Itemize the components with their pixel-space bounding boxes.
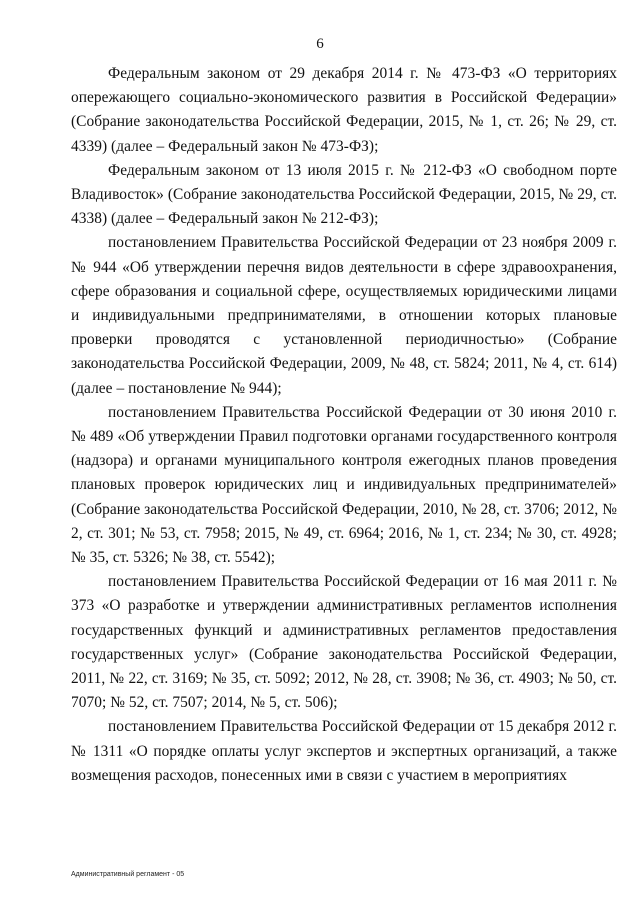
- page-number: 6: [316, 36, 324, 52]
- paragraph-resolution-1311: постановлением Правительства Российской Федерации от 15 декабря 2012 г. № 1311 «О порядке оплаты услуг экспертов и экспертных организаций, а также возмещения расходов, понесенных ими в связи с участием в мероприятиях: [71, 718, 617, 784]
- paragraph-federal-law-212: Федеральным законом от 13 июля 2015 г. № 212-ФЗ «О свободном порте Владивосток» (Собрание законодательства Российской Федерации, 2015, № 29, ст. 4338) (далее – Федеральный закон № 212-ФЗ);: [71, 161, 617, 228]
- paragraph-resolution-944: постановлением Правительства Российской Федерации от 23 ноября 2009 г. № 944 «Об утверждении перечня видов деятельности в сфере здравоохранения, сфере образования и социальной сфере, осуществляемых юридическими лицами и индивидуальными предпринимателями, в отношении которых плановые проверки проводятся с установленной периодичностью» (Собрание законодательства Российской Федерации, 2009, № 48, ст. 5824; 2011, № 4, ст. 614) (далее – постановление № 944);: [71, 234, 617, 397]
- paragraph-federal-law-473: Федеральным законом от 29 декабря 2014 г. № 473-ФЗ «О территориях опережающего социально-экономического развития в Российской Федерации» (Собрание законодательства Российской Федерации, 2015, № 1, ст. 26; № 29, ст. 4339) (далее – Федеральный закон № 473-ФЗ);: [71, 65, 617, 155]
- paragraph-resolution-489: постановлением Правительства Российской Федерации от 30 июня 2010 г. № 489 «Об утверждении Правил подготовки органами государственного контроля (надзора) и органами муниципального контроля ежегодных планов проведения плановых проверок юридических лиц и индивидуальных предпринимателей» (Собрание законодательства Российской Федерации, 2010, № 28, ст. 3706; 2012, № 2, ст. 301; № 53, ст. 7958; 2015, № 49, ст. 6964; 2016, № 1, ст. 234; № 30, ст. 4928; № 35, ст. 5326; № 38, ст. 5542);: [71, 403, 617, 567]
- footer-label: Административный регламент - 05: [71, 871, 185, 878]
- document-body: [71, 62, 617, 788]
- paragraph-resolution-373: постановлением Правительства Российской Федерации от 16 мая 2011 г. № 373 «О разработке и утверждении административных регламентов исполнения государственных функций и административных регламентов предоставления государственных услуг» (Собрание законодательства Российской Федерации, 2011, № 22, ст. 3169; № 35, ст. 5092; 2012, № 28, ст. 3908; № 36, ст. 4903; № 50, ст. 7070; № 52, ст. 7507; 2014, № 5, ст. 506);: [71, 573, 617, 712]
